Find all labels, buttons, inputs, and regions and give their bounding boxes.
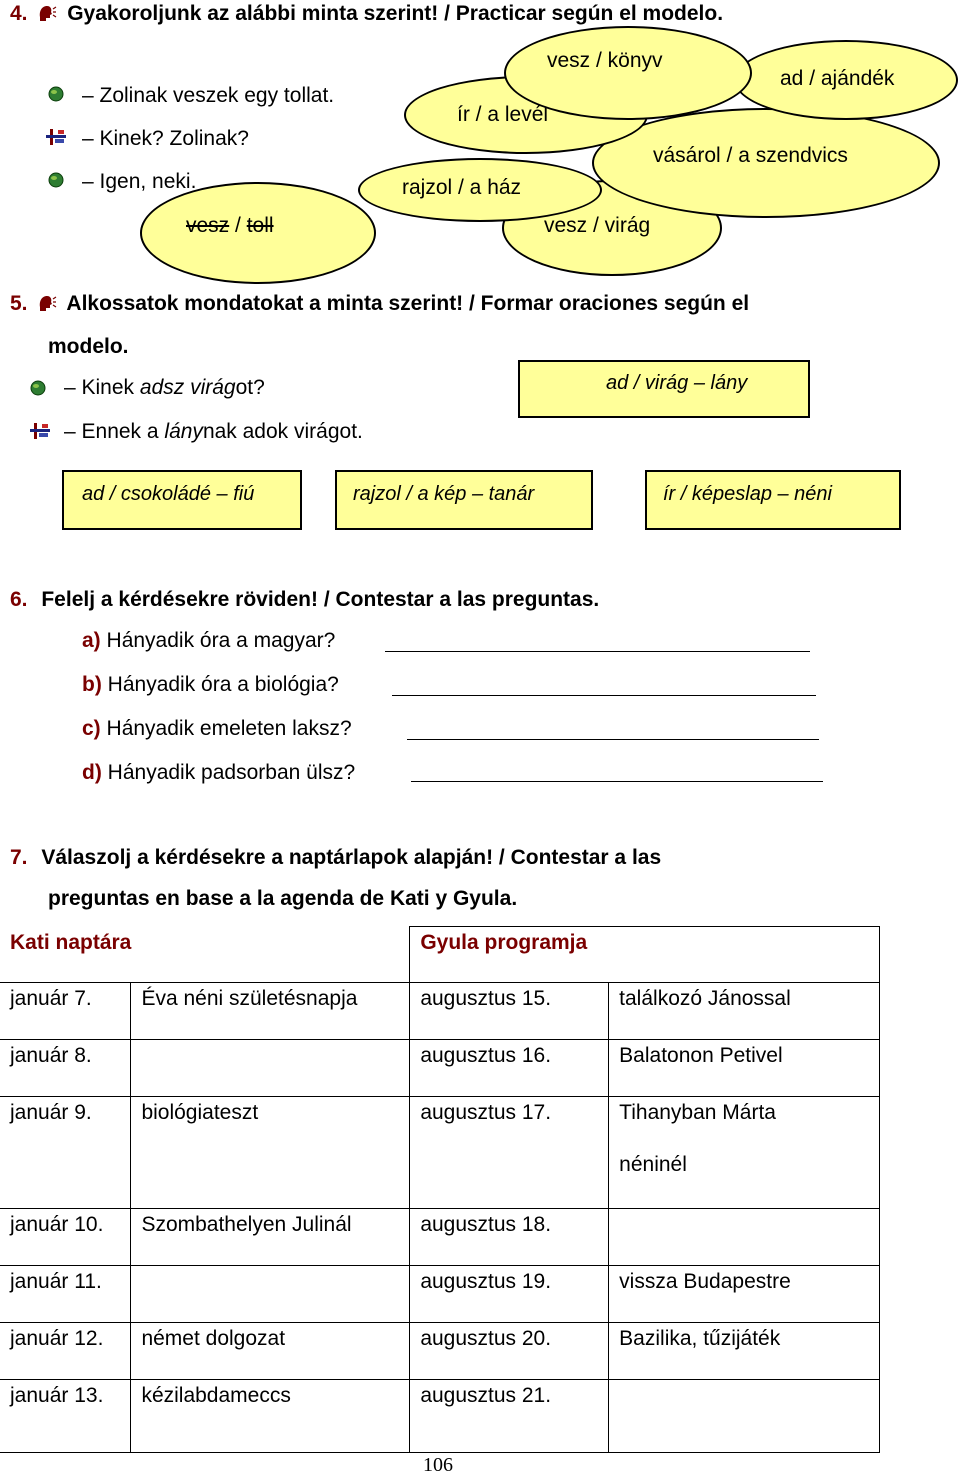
ex7-title-line-1: Válaszolj a kérdésekre a naptárlapok alapján! / Contestar a las bbox=[41, 846, 662, 869]
page-number: 106 bbox=[423, 1454, 453, 1476]
ex6-heading bbox=[10, 588, 599, 612]
answer-line-d[interactable] bbox=[411, 781, 823, 782]
table-row: január 13. kézilabdameccs augusztus 21. bbox=[0, 1380, 880, 1453]
ex5-box-2-label: rajzol / a kép – tanár bbox=[353, 483, 535, 505]
ex5-model-question: – Kinek adsz virágot? bbox=[64, 376, 265, 399]
ex4-title: Gyakoroljunk az alábbi minta szerint! / Practicar según el modelo. bbox=[67, 2, 724, 25]
ex5-box-1-label: ad / csokoládé – fiú bbox=[82, 483, 255, 505]
bubble-vesz-virag-label: vesz / virág bbox=[544, 214, 651, 237]
ex5-model-box-label: ad / virág – lány bbox=[606, 372, 748, 394]
green-ball-icon bbox=[48, 86, 64, 102]
kati-calendar-header: Kati naptára bbox=[0, 927, 410, 983]
ex6-item-b: b) Hányadik óra a biológia? bbox=[82, 673, 339, 696]
bubble-vesz-toll-label: vesz / toll bbox=[186, 214, 274, 237]
answer-line-c[interactable] bbox=[407, 739, 819, 740]
table-row: január 12. német dolgozat augusztus 20. Bazilika, tűzijáték bbox=[0, 1323, 880, 1380]
speaking-head-icon bbox=[37, 3, 57, 23]
green-ball-icon bbox=[48, 172, 64, 188]
ex5-heading bbox=[10, 292, 749, 316]
table-row: január 10. Szombathelyen Julinál augusztus 18. bbox=[0, 1209, 880, 1266]
ex5-title-line-2: modelo. bbox=[48, 335, 129, 358]
answer-line-b[interactable] bbox=[392, 695, 816, 696]
bubble-vesz-konyv bbox=[504, 26, 752, 120]
bubble-vesz-konyv-label: vesz / könyv bbox=[547, 49, 663, 72]
green-ball-icon bbox=[30, 380, 46, 396]
plus-block-icon bbox=[46, 127, 68, 147]
calendar-header-row bbox=[0, 927, 880, 983]
ex7-title-line-2: preguntas en base a la agenda de Kati y Gyula. bbox=[48, 887, 518, 910]
bubble-ad-ajandek-label: ad / ajándék bbox=[780, 67, 895, 90]
ex4-heading bbox=[10, 2, 723, 26]
gyula-calendar-header: Gyula programja bbox=[410, 927, 880, 983]
bubble-rajzol-haz-label: rajzol / a ház bbox=[402, 176, 522, 199]
table-row: január 7. Éva néni születésnapja augusztus 15. találkozó Jánossal bbox=[0, 983, 880, 1040]
speaking-head-icon bbox=[37, 293, 57, 313]
ex5-box-3-label: ír / képeslap – néni bbox=[663, 483, 832, 505]
ex4-dialog-line-3: – Igen, neki. bbox=[82, 170, 197, 193]
ex4-dialog-line-1: – Zolinak veszek egy tollat. bbox=[82, 84, 335, 107]
plus-block-icon bbox=[30, 421, 52, 441]
ex6-title: Felelj a kérdésekre röviden! / Contestar a las preguntas. bbox=[41, 588, 600, 611]
table-row: január 8. augusztus 16. Balatonon Petivel bbox=[0, 1040, 880, 1097]
bubble-ir-level-label: ír / a levél bbox=[457, 103, 549, 126]
ex6-item-d: d) Hányadik padsorban ülsz? bbox=[82, 761, 356, 784]
table-row: január 9. biológiateszt augusztus 17. Tihanyban Márta néninél bbox=[0, 1097, 880, 1209]
bubble-vasarol-label: vásárol / a szendvics bbox=[653, 144, 848, 167]
answer-line-a[interactable] bbox=[385, 651, 810, 652]
ex7-heading bbox=[10, 846, 661, 870]
ex6-item-a: a) Hányadik óra a magyar? bbox=[82, 629, 336, 652]
ex5-model-answer: – Ennek a lánynak adok virágot. bbox=[64, 420, 363, 443]
table-row: január 11. augusztus 19. vissza Budapestre bbox=[0, 1266, 880, 1323]
calendar-table bbox=[0, 926, 880, 1453]
ex4-number: 4. bbox=[10, 2, 28, 25]
ex6-number: 6. bbox=[10, 588, 28, 611]
ex5-title-line-1: Alkossatok mondatokat a minta szerint! / Formar oraciones según el bbox=[66, 292, 750, 315]
ex4-dialog-line-2: – Kinek? Zolinak? bbox=[82, 127, 249, 150]
ex6-item-c: c) Hányadik emeleten laksz? bbox=[82, 717, 352, 740]
ex7-number: 7. bbox=[10, 846, 28, 869]
ex5-number: 5. bbox=[10, 292, 28, 315]
